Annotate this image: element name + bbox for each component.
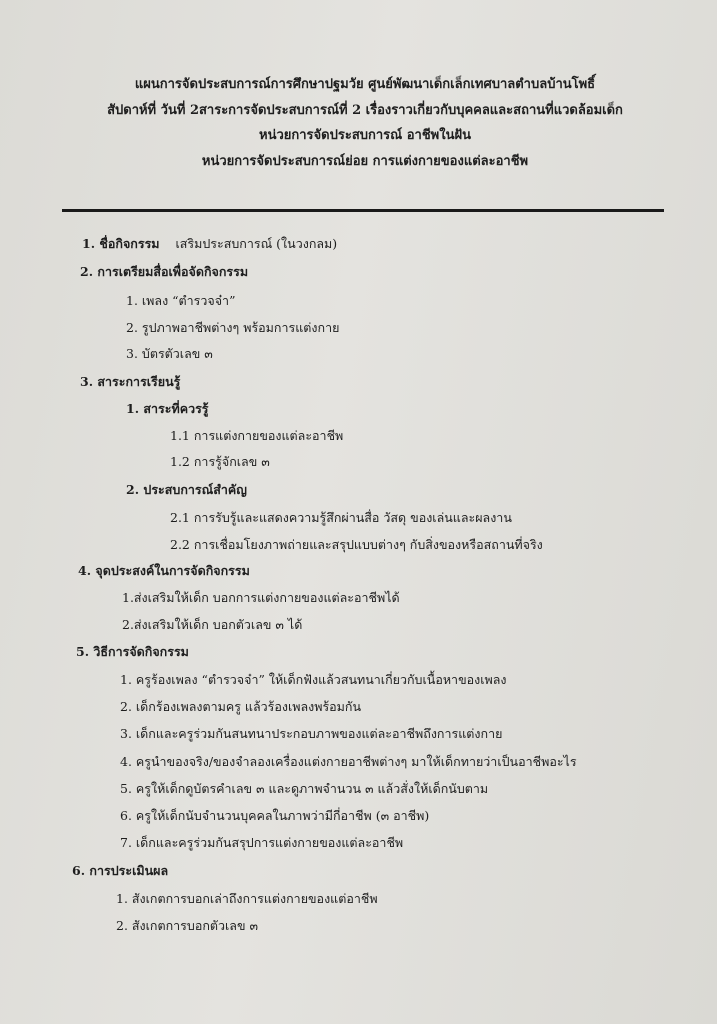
- section-4-item: 1.ส่งเสริมให้เด็ก บอกการแต่งกายของแต่ละอาชีพได้: [122, 590, 400, 605]
- section-3-sub-1-title: 1. สาระที่ควรรู้: [126, 401, 209, 416]
- section-2-title: 2. การเตรียมสื่อเพื่อจัดกิจกรรม: [80, 264, 249, 279]
- section-2-item: 3. บัตรตัวเลข ๓: [126, 346, 213, 361]
- document-header: [60, 72, 670, 174]
- section-3-sub-2-title: 2. ประสบการณ์สำคัญ: [126, 482, 247, 497]
- section-5-item: 1. ครูร้องเพลง “ตำรวจจ๋า” ให้เด็กฟังแล้วสนทนาเกี่ยวกับเนื้อหาของเพลง: [120, 672, 507, 687]
- section-3-sub-1-item: 1.1 การแต่งกายของแต่ละอาชีพ: [170, 428, 344, 443]
- header-divider: [62, 209, 664, 212]
- section-4-item: 2.ส่งเสริมให้เด็ก บอกตัวเลข ๓ ได้: [122, 617, 303, 632]
- section-5-item: 3. เด็กและครูร่วมกันสนทนาประกอบภาพของแต่ละอาชีพถึงการแต่งกาย: [120, 726, 503, 741]
- section-6-item: 2. สังเกตการบอกตัวเลข ๓: [116, 918, 259, 933]
- section-4-title: 4. จุดประสงค์ในการจัดกิจกรรม: [78, 563, 250, 578]
- section-3-sub-1-item: 1.2 การรู้จักเลข ๓: [170, 454, 270, 469]
- section-5-item: 4. ครูนำของจริง/ของจำลองเครื่องแต่งกายอาชีพต่างๆ มาให้เด็กทายว่าเป็นอาชีพอะไร: [120, 754, 577, 769]
- section-3-sub-2-item: 2.1 การรับรู้และแสดงความรู้สึกผ่านสื่อ วัสดุ ของเล่นและผลงาน: [170, 510, 512, 525]
- section-1: [82, 234, 337, 254]
- header-line-3: หน่วยการจัดประสบการณ์ อาชีพในฝัน: [259, 128, 471, 143]
- section-3-sub-2-item: 2.2 การเชื่อมโยงภาพถ่ายและสรุปแบบต่างๆ กับสิ่งของหรือสถานที่จริง: [170, 537, 543, 552]
- section-6-title: 6. การประเมินผล: [72, 863, 169, 878]
- section-5-title: 5. วิธีการจัดกิจกรรม: [76, 644, 189, 659]
- section-6-item: 1. สังเกตการบอกเล่าถึงการแต่งกายของแต่อาชีพ: [116, 891, 378, 906]
- section-1-value: เสริมประสบการณ์ (ในวงกลม): [175, 236, 338, 251]
- section-5-item: 2. เด็กร้องเพลงตามครู แล้วร้องเพลงพร้อมกัน: [120, 699, 362, 714]
- section-5-item: 5. ครูให้เด็กดูบัตรคำเลข ๓ และดูภาพจำนวน ๓ แล้วสั่งให้เด็กนับตาม: [120, 781, 489, 796]
- header-line-4: หน่วยการจัดประสบการณ์ย่อย การแต่งกายของแต่ละอาชีพ: [201, 153, 529, 169]
- section-2-item: 1. เพลง “ตำรวจจ๋า”: [126, 293, 236, 308]
- section-5-item: 7. เด็กและครูร่วมกันสรุปการแต่งกายของแต่ละอาชีพ: [120, 835, 404, 850]
- section-3-title: 3. สาระการเรียนรู้: [80, 374, 181, 389]
- section-5-item: 6. ครูให้เด็กนับจำนวนบุคคลในภาพว่ามีกี่อาชีพ (๓ อาชีพ): [120, 808, 430, 823]
- header-line-1: แผนการจัดประสบการณ์การศึกษาปฐมวัย ศูนย์พัฒนาเด็กเล็กเทศบาลตำบลบ้านโพธิ์: [134, 77, 596, 92]
- header-line-2: สัปดาห์ที่ วันที่ 2สาระการจัดประสบการณ์ที่ 2 เรื่องราวเกี่ยวกับบุคคลและสถานที่แวดล้อมเด็ก: [107, 102, 623, 118]
- section-1-title: 1. ชื่อกิจกรรม: [82, 236, 160, 251]
- section-2-item: 2. รูปภาพอาชีพต่างๆ พร้อมการแต่งกาย: [126, 320, 340, 335]
